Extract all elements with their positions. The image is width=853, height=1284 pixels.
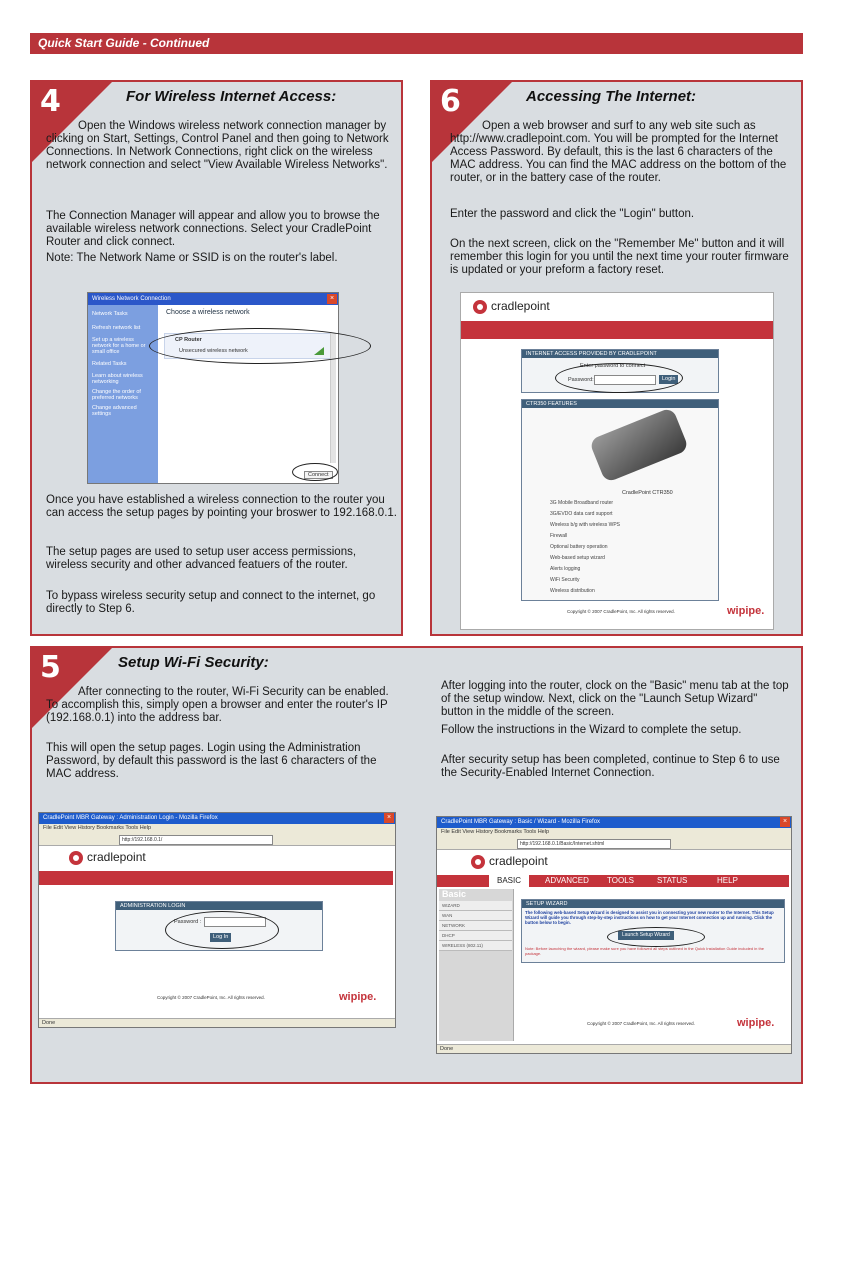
feature-item: Wireless distribution [550, 588, 595, 594]
sidebar-link: Refresh network list [92, 325, 141, 331]
status-bar: Done [437, 1044, 791, 1053]
close-icon: × [780, 817, 790, 827]
connect-button: Connect [304, 471, 333, 479]
launch-setup-wizard-button: Launch Setup Wizard [618, 931, 674, 940]
close-icon: × [327, 294, 337, 304]
step-number: 5 [40, 650, 61, 685]
tab-basic: BASIC [489, 875, 529, 887]
wireless-connection-screenshot [87, 292, 339, 484]
sidebar-item: DHCP [439, 931, 512, 941]
logo-text: cradlepoint [489, 854, 548, 868]
tab-status: STATUS [657, 876, 688, 885]
paragraph: Enter the password and click the "Login" button. [450, 208, 695, 220]
step-6-panel [430, 80, 803, 636]
paragraph: This will open the setup pages. Login using the Administration Password, by default this password is the last 6 characters of the MAC address. [46, 742, 377, 780]
setup-wizard-screenshot [436, 816, 792, 1054]
tab-tools: TOOLS [607, 876, 634, 885]
product-caption: CradlePoint CTR350 [622, 490, 673, 496]
highlight-oval [607, 927, 705, 947]
panel-title: Accessing The Internet: [526, 88, 697, 105]
copyright: Copyright © 2007 CradlePoint, Inc. All rights reserved. [567, 609, 675, 614]
feature-item: Wireless b/g with wireless WPS [550, 522, 621, 528]
internet-access-screenshot [460, 292, 774, 630]
paragraph: After connecting to the router, Wi-Fi Security can be enabled. To accomplish this, simply open a browser and enter the router's IP (192.168.0.1) into the address bar. [46, 686, 389, 724]
paragraph: The Connection Manager will appear and allow you to browse the available wireless network connections. Select your CradlePoint Router and click connect. [46, 210, 380, 248]
step-number: 4 [40, 84, 61, 119]
cradlepoint-logo-icon [471, 855, 485, 869]
status-bar: Done [39, 1018, 395, 1027]
nav-bar [437, 875, 789, 887]
tab-advanced: ADVANCED [545, 876, 589, 885]
password-label: Password: [568, 377, 594, 383]
paragraph: The setup pages are used to setup user access permissions, wireless security and other advanced featuers of the router. [46, 546, 357, 571]
cradlepoint-logo-icon [473, 300, 487, 314]
feature-item: Alerts logging [550, 566, 581, 572]
sidebar-heading: Related Tasks [92, 361, 127, 367]
box-header: CTR350 FEATURES [522, 400, 718, 408]
sidebar-item: WAN [439, 911, 512, 921]
toolbar [39, 833, 395, 846]
header-red-bar [39, 871, 393, 885]
header-red-bar [461, 321, 773, 339]
copyright: Copyright © 2007 CradlePoint, Inc. All rights reserved. [587, 1021, 695, 1026]
features-box [521, 399, 719, 601]
wipipe-logo: wipipe. [727, 605, 765, 617]
wizard-description: The following web-based Setup Wizard is designed to assist you in connecting your new router to the Internet. This Setup Wizard will guide you through step-by-step instructions on how to get your Internet connection up and running. Click the button below to begin. [525, 910, 774, 925]
menu-bar: File Edit View History Bookmarks Tools Help [437, 828, 791, 837]
paragraph: After logging into the router, clock on the "Basic" menu tab at the top of the setup window. Next, click on the "Launch Setup Wizard" button in the middle of the screen. [441, 680, 789, 718]
paragraph: Note: The Network Name or SSID is on the router's label. [46, 252, 338, 264]
panel-title: Setup Wi-Fi Security: [118, 654, 269, 671]
step-number: 6 [440, 84, 461, 119]
paragraph: Once you have established a wireless connection to the router you can access the setup pages by pointing your broswer to 192.168.0.1. [46, 494, 397, 519]
sidebar-title: Basic [442, 889, 467, 899]
cradlepoint-logo-icon [69, 851, 83, 865]
tasks-sidebar [88, 305, 158, 483]
sidebar-item: WIRELESS (802.11) [439, 941, 512, 951]
page-title: Quick Start Guide - Continued [38, 36, 210, 50]
wipipe-logo: wipipe. [339, 991, 377, 1003]
sidebar-link: Change the order of preferred networks [92, 389, 141, 401]
sidebar-link: Learn about wireless networking [92, 373, 143, 385]
step-4-panel [30, 80, 403, 636]
network-status: Unsecured wireless network [179, 348, 248, 354]
feature-item: 3G Mobile Broadband router [550, 500, 614, 506]
network-name: CP Router [175, 337, 202, 343]
url-field: http://192.168.0.1/ [119, 835, 273, 845]
paragraph: Open the Windows wireless network connection manager by clicking on Start, Settings, Control Panel and then going to Network Connections. In Network Connections, right click on the wireless network connection and select "View Available Wireless Networks". [46, 120, 389, 171]
box-header: INTERNET ACCESS PROVIDED BY CRADLEPOINT [522, 350, 718, 358]
header-bar [30, 33, 803, 54]
feature-item: Firewall [550, 533, 568, 539]
admin-login-screenshot [38, 812, 396, 1028]
login-button: Log In [210, 933, 231, 942]
feature-item: Optional battery operation [550, 544, 608, 550]
paragraph: To bypass wireless security setup and connect to the internet, go directly to Step 6. [46, 590, 376, 615]
paragraph: On the next screen, click on the "Remember Me" button and it will remember this login for you until the next time your router firmware is updated or your preform a factory reset. [450, 238, 789, 276]
sidebar-item: WIZARD [439, 901, 512, 911]
sidebar-heading: Network Tasks [92, 311, 128, 317]
wipipe-logo: wipipe. [737, 1017, 775, 1029]
logo-text: cradlepoint [491, 299, 550, 313]
feature-item: Web-based setup wizard [550, 555, 605, 561]
password-label: Password : [174, 919, 202, 925]
paragraph: After security setup has been completed, continue to Step 6 to use the Security-Enabled Internet Connection. [441, 754, 780, 779]
box-header: SETUP WIZARD [522, 900, 784, 908]
panel-title: For Wireless Internet Access: [126, 88, 337, 105]
highlight-oval [165, 911, 279, 949]
tab-help: HELP [717, 876, 738, 885]
wizard-note: Note: Before launching the wizard, please make sure you have followed all steps outlined in the Quick Installation Guide included in the package. [525, 946, 765, 956]
dialog-heading: Choose a wireless network [166, 309, 250, 316]
menu-bar: File Edit View History Bookmarks Tools Help [39, 824, 395, 833]
url-field: http://192.168.0.1/Basic/Internet.shtml [517, 839, 671, 849]
window-title: Wireless Network Connection [88, 293, 338, 305]
sidebar-link: Set up a wireless network for a home or small office [92, 337, 146, 355]
highlight-oval [149, 328, 371, 364]
close-icon: × [384, 813, 394, 823]
logo-text: cradlepoint [87, 850, 146, 864]
basic-sidebar [439, 889, 514, 1041]
toolbar [437, 837, 791, 850]
login-button: Login [659, 375, 678, 384]
sidebar-item: NETWORK [439, 921, 512, 931]
window-title: CradlePoint MBR Gateway : Administration Login - Mozilla Firefox [39, 813, 395, 824]
step-5-panel [30, 646, 803, 1084]
highlight-oval [555, 363, 683, 393]
feature-item: WiFi Security [550, 577, 580, 583]
paragraph: Follow the instructions in the Wizard to complete the setup. [441, 724, 742, 736]
router-product-image [589, 407, 690, 483]
sidebar-link: Change advanced settings [92, 405, 137, 417]
box-text: Enter password to connect [580, 363, 646, 369]
highlight-oval [292, 463, 338, 481]
box-header: ADMINISTRATION LOGIN [116, 902, 322, 910]
copyright: Copyright © 2007 CradlePoint, Inc. All rights reserved. [157, 995, 265, 1000]
window-title: CradlePoint MBR Gateway : Basic / Wizard - Mozilla Firefox [437, 817, 791, 828]
paragraph: Open a web browser and surf to any web site such as http://www.cradlepoint.com. You will be prompted for the Internet Access Password. By default, this is the last 6 characters of the MAC address. You can find the MAC address on the bottom of the router, or in the battery case of the router. [450, 120, 787, 184]
feature-item: 3G/EVDO data card support [550, 511, 613, 517]
